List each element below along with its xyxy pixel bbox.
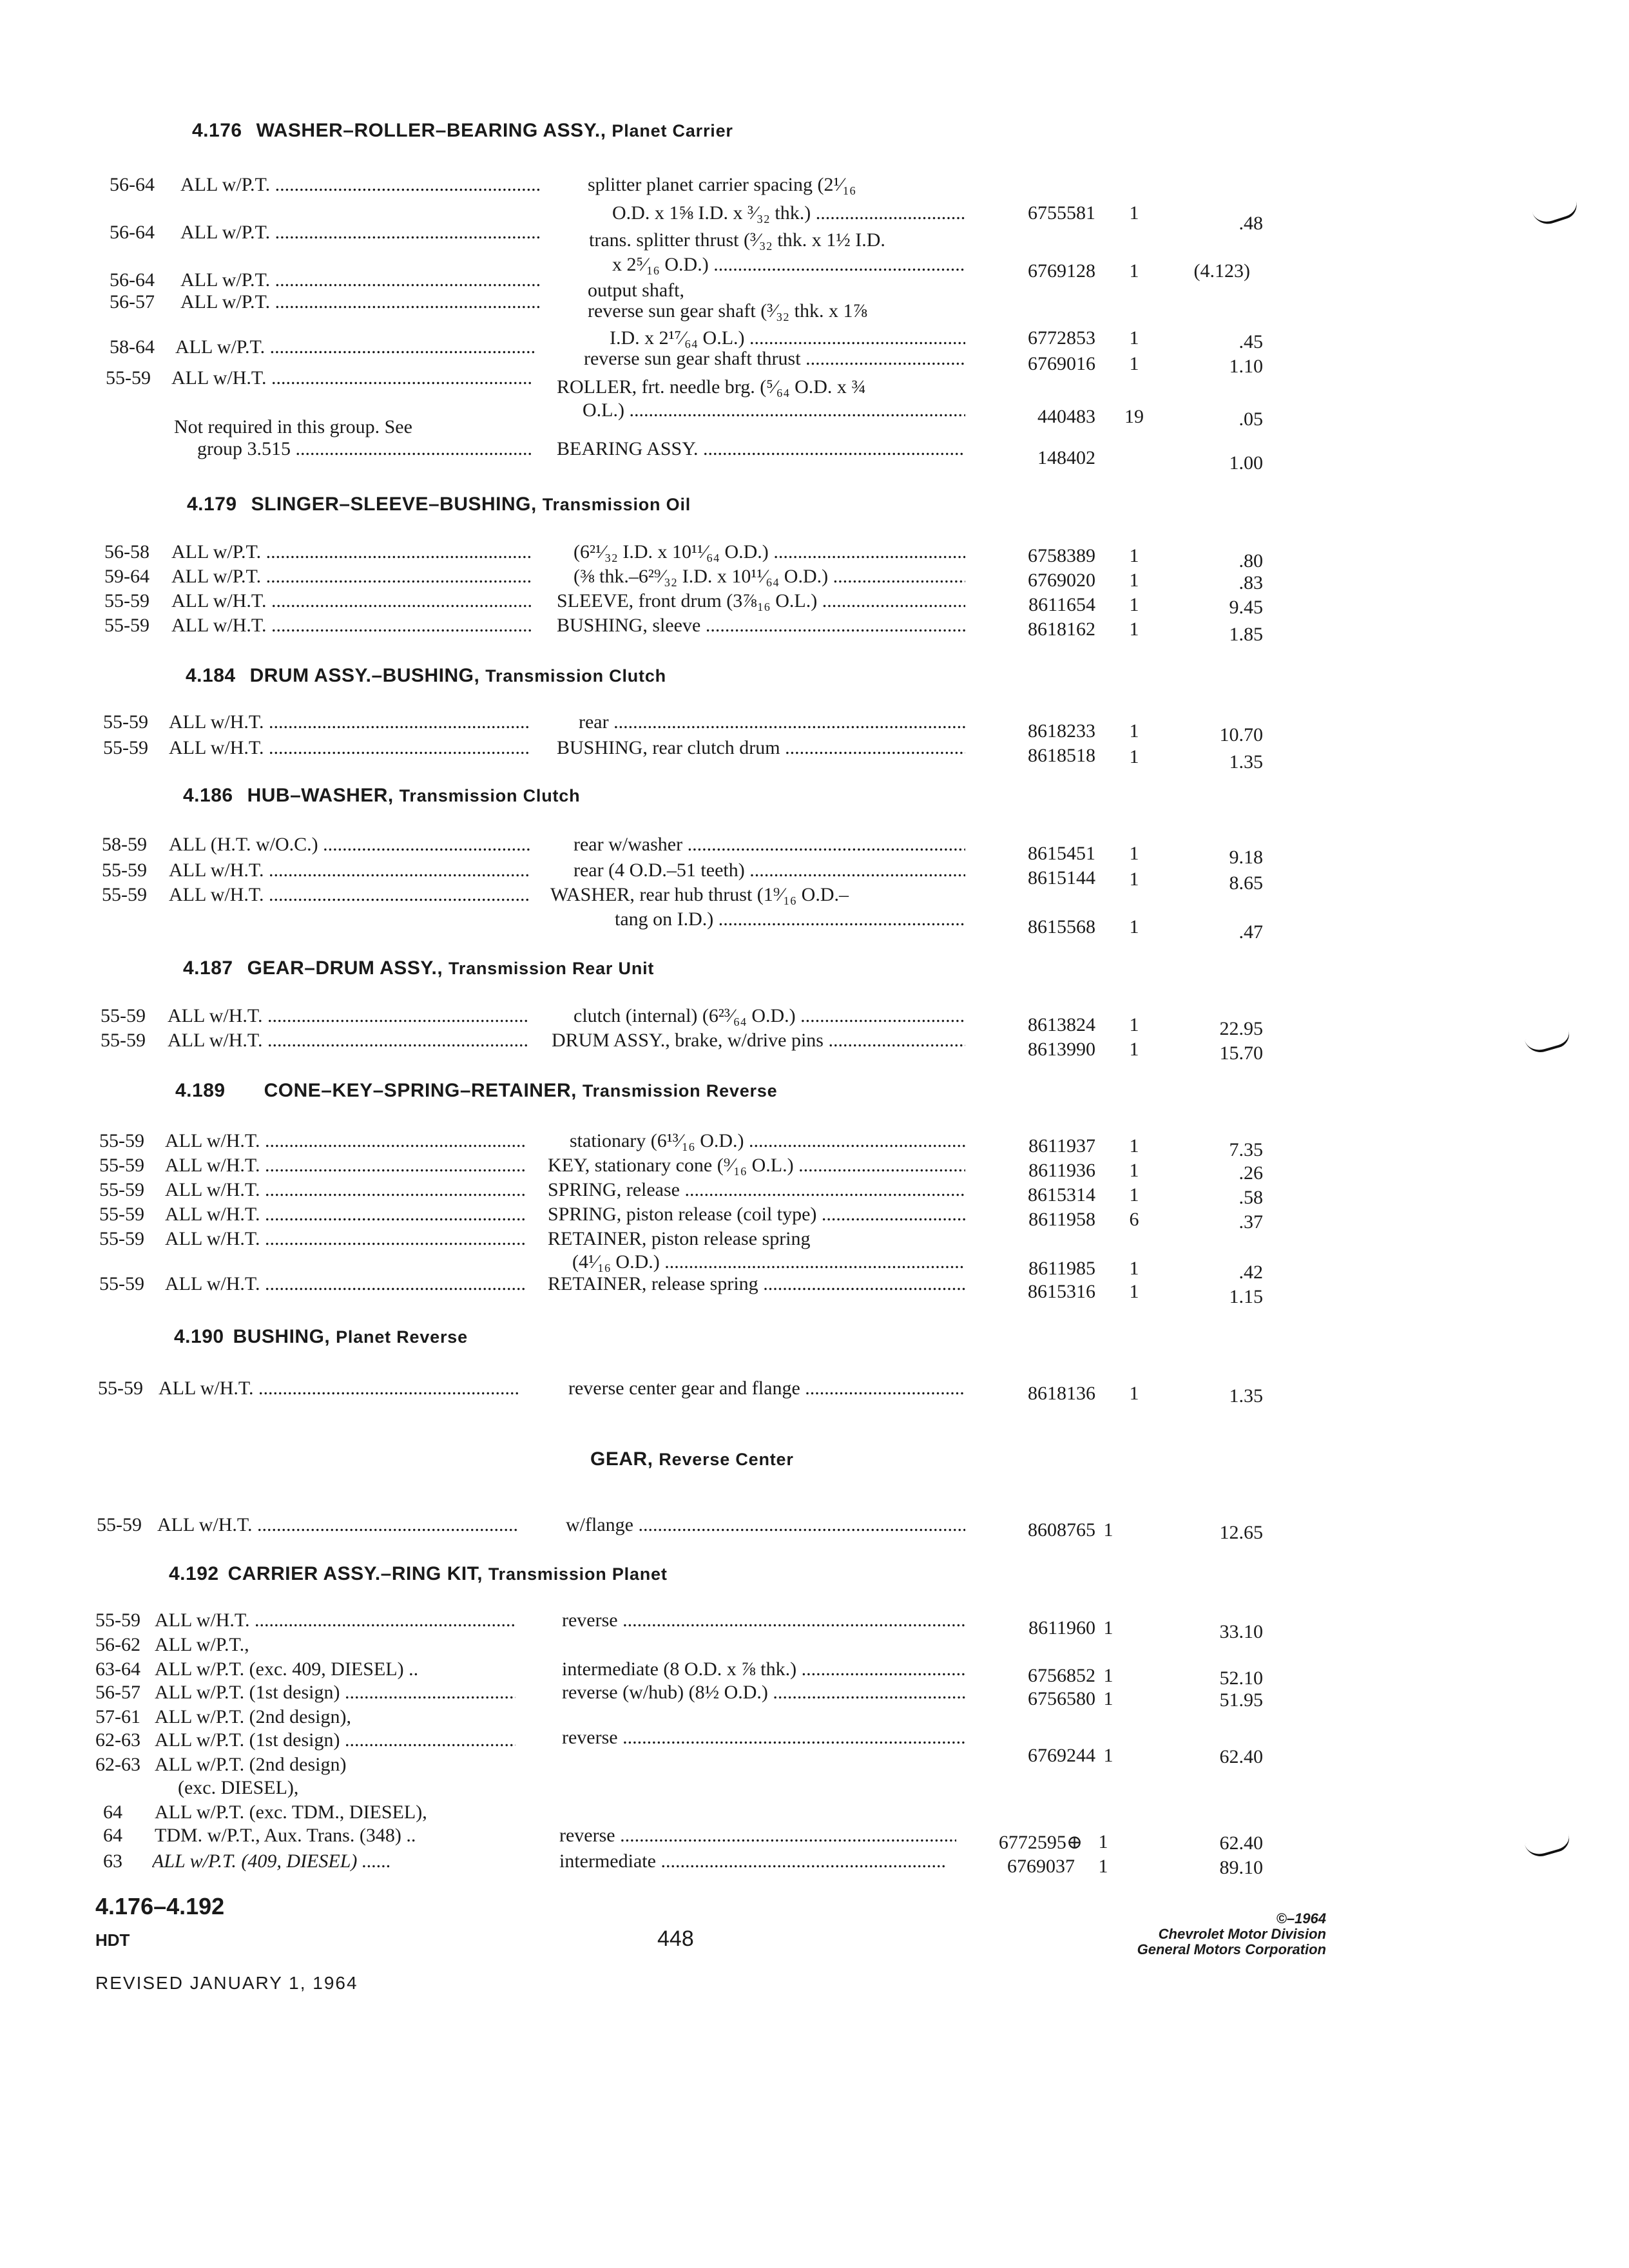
publisher-block [1137, 1911, 1326, 1957]
application: ALL w/P.T. (exc. 409, DIESEL) .. [155, 1658, 419, 1680]
part-number: 8615316 [1028, 1281, 1095, 1302]
application: ALL w/P.T., [155, 1634, 249, 1655]
price: .42 [1239, 1262, 1263, 1283]
description: KEY, stationary cone (⁹⁄₁₆ O.L.) ..... [548, 1155, 965, 1177]
section-number: 4.189 [175, 1080, 226, 1101]
part-number: 8611936 [1028, 1160, 1095, 1181]
quantity: 1 [1098, 1856, 1108, 1877]
section-subtitle: Transmission Rear Unit [448, 959, 655, 978]
application: ALL w/P.T. (1st design) ..... [155, 1682, 516, 1704]
section-title: CONE–KEY–SPRING–RETAINER, [264, 1080, 577, 1101]
description: (4¹⁄₁₆ O.D.) ..... [572, 1251, 965, 1273]
description: reverse center gear and flange ..... [568, 1378, 965, 1399]
part-number: 6758389 [1028, 545, 1095, 566]
quantity: 1 [1129, 1184, 1139, 1206]
years: 63-64 [95, 1658, 140, 1680]
description: reverse ..... [562, 1610, 965, 1631]
quantity: 1 [1129, 843, 1139, 864]
quantity: 1 [1103, 1688, 1113, 1709]
years: 55-59 [101, 1005, 146, 1026]
years: 55-59 [98, 1378, 143, 1399]
section-heading [183, 957, 654, 979]
part-number: 6772595⊕ [998, 1832, 1083, 1853]
part-number: 8611960 [1028, 1617, 1095, 1639]
part-number: 8618233 [1028, 720, 1095, 742]
application: ALL w/H.T. ..... [169, 737, 530, 759]
section-heading [183, 785, 580, 807]
section-number: 4.192 [169, 1563, 219, 1584]
description: ROLLER, frt. needle brg. (⁵⁄₆₄ O.D. x ¾ [557, 376, 866, 398]
years: 57-61 [95, 1706, 140, 1727]
part-number: 8615314 [1028, 1184, 1095, 1206]
part-number: 8608765 [1028, 1519, 1095, 1541]
price: .05 [1239, 408, 1263, 430]
years: 55-59 [104, 590, 149, 611]
years: 55-59 [104, 615, 149, 636]
years: 55-59 [103, 711, 148, 733]
quantity: 1 [1129, 260, 1139, 282]
price: 15.70 [1219, 1043, 1263, 1064]
section-number: 4.186 [183, 785, 233, 806]
part-number: 8618518 [1028, 745, 1095, 766]
price: 1.00 [1229, 452, 1263, 474]
part-number: 8611985 [1028, 1258, 1095, 1279]
quantity: 1 [1129, 202, 1139, 224]
quantity: 1 [1129, 1383, 1139, 1404]
page-number: 448 [657, 1927, 694, 1951]
section-heading [187, 494, 691, 515]
price: 33.10 [1219, 1621, 1263, 1642]
section-subtitle: Transmission Reverse [582, 1081, 778, 1100]
application: Not required in this group. See [174, 416, 412, 437]
page-range: 4.176–4.192 [95, 1893, 225, 1919]
application: ALL w/P.T. ..... [180, 291, 541, 313]
application: ALL w/H.T. ..... [165, 1130, 526, 1152]
part-number: 148402 [1037, 447, 1095, 468]
application: ALL w/H.T. ..... [165, 1273, 526, 1295]
application: ALL w/P.T. ..... [175, 336, 536, 358]
quantity: 1 [1129, 720, 1139, 742]
part-number: 8613990 [1028, 1039, 1095, 1060]
quantity: 1 [1129, 916, 1139, 937]
price: .37 [1239, 1211, 1263, 1233]
price: 9.45 [1229, 597, 1263, 618]
application: ALL w/P.T. (409, DIESEL) ...... [152, 1850, 391, 1872]
description: trans. splitter thrust (³⁄₃₂ thk. x 1½ I.D. [589, 229, 885, 251]
description: splitter planet carrier spacing (2¹⁄₁₆ [588, 174, 856, 195]
application: ALL w/P.T. ..... [171, 566, 532, 588]
quantity: 1 [1103, 1519, 1113, 1541]
section-number: 4.179 [187, 494, 237, 515]
application: ALL w/H.T. ..... [169, 884, 530, 906]
quantity: 1 [1129, 327, 1139, 349]
years: 55-59 [99, 1179, 144, 1200]
years: 58-64 [110, 336, 155, 358]
part-number: 6756580 [1028, 1688, 1095, 1709]
part-number: 8615451 [1028, 843, 1095, 864]
application: ALL w/H.T. ..... [159, 1378, 519, 1399]
application: ALL w/P.T. (2nd design), [155, 1706, 351, 1727]
years: 55-59 [106, 367, 151, 389]
section-heading [169, 1563, 668, 1585]
application: ALL w/H.T. ..... [171, 590, 532, 612]
description: RETAINER, release spring ..... [548, 1273, 965, 1295]
section-subtitle: Transmission Clutch [485, 666, 666, 686]
section-title: SLINGER–SLEEVE–BUSHING, [251, 494, 537, 515]
quantity: 19 [1124, 406, 1144, 427]
quantity: 1 [1103, 1617, 1113, 1639]
description: SPRING, piston release (coil type) ..... [548, 1204, 965, 1225]
years: 55-59 [99, 1273, 144, 1294]
section-title: DRUM ASSY.–BUSHING, [249, 665, 480, 686]
section-subtitle: Planet Reverse [336, 1327, 468, 1347]
price: 1.15 [1229, 1286, 1263, 1307]
section-title: WASHER–ROLLER–BEARING ASSY., [256, 120, 606, 141]
part-number: 6769037 [1007, 1856, 1075, 1877]
catalog-code: HDT [95, 1930, 130, 1950]
years: 56-64 [110, 269, 155, 291]
quantity: 1 [1103, 1745, 1113, 1766]
application: ALL w/H.T. ..... [165, 1204, 526, 1225]
description: tang on I.D.) ..... [615, 908, 965, 930]
application: ALL w/H.T. ..... [169, 860, 530, 881]
margin-mark [1525, 1832, 1572, 1860]
description: output shaft, [588, 280, 684, 301]
description: clutch (internal) (6²³⁄₆₄ O.D.) ..... [574, 1005, 965, 1027]
application: ALL w/H.T. ..... [168, 1030, 528, 1052]
years: 64 [103, 1825, 122, 1846]
price: (4.123) [1193, 260, 1250, 282]
price: 62.40 [1219, 1746, 1263, 1767]
description: DRUM ASSY., brake, w/drive pins ..... [552, 1030, 965, 1052]
years: 55-59 [95, 1610, 140, 1631]
description: intermediate (8 O.D. x ⅞ thk.) ..... [562, 1658, 965, 1680]
years: 58-59 [102, 834, 147, 855]
description: rear ..... [579, 711, 965, 733]
revision-date: REVISED JANUARY 1, 1964 [95, 1973, 358, 1993]
description: w/flange ..... [566, 1514, 965, 1536]
price: 1.35 [1229, 751, 1263, 773]
application: ALL w/P.T. ..... [180, 174, 541, 196]
price: 22.95 [1219, 1018, 1263, 1039]
description: x 2⁵⁄₁₆ O.D.) ..... [612, 254, 965, 276]
years: 55-59 [99, 1204, 144, 1225]
quantity: 1 [1129, 594, 1139, 615]
application: ALL w/P.T. ..... [171, 541, 532, 563]
years: 62-63 [95, 1729, 140, 1751]
description: BEARING ASSY. ..... [557, 438, 965, 460]
quantity: 1 [1129, 1135, 1139, 1157]
years: 55-59 [99, 1130, 144, 1151]
price: 1.85 [1229, 624, 1263, 645]
section-subtitle: Reverse Center [659, 1450, 794, 1469]
part-number: 440483 [1037, 406, 1095, 427]
corporation-name: General Motors Corporation [1137, 1941, 1326, 1957]
price: .80 [1239, 550, 1263, 572]
quantity: 1 [1129, 1258, 1139, 1279]
part-number: 8618136 [1028, 1383, 1095, 1404]
section-title: HUB–WASHER, [247, 785, 394, 806]
price: 51.95 [1219, 1689, 1263, 1711]
years: 55-59 [99, 1228, 144, 1249]
margin-mark [1525, 1028, 1572, 1056]
section-number: 4.190 [174, 1326, 224, 1347]
price: 62.40 [1219, 1832, 1263, 1854]
description: rear (4 O.D.–51 teeth) ..... [574, 860, 965, 881]
price: 10.70 [1219, 724, 1263, 745]
application: ALL w/H.T. ..... [171, 615, 532, 637]
part-number: 8611937 [1028, 1135, 1095, 1157]
section-title: GEAR–DRUM ASSY., [247, 957, 443, 979]
years: 56-64 [110, 174, 155, 195]
price: 1.35 [1229, 1385, 1263, 1407]
copyright: ©–1964 [1276, 1910, 1326, 1927]
price: 89.10 [1219, 1857, 1263, 1878]
description: I.D. x 2¹⁷⁄₆₄ O.L.) ..... [610, 327, 965, 349]
part-number: 6769016 [1028, 353, 1095, 374]
section-heading [192, 120, 733, 142]
part-number: 6755581 [1028, 202, 1095, 224]
price: 8.65 [1229, 872, 1263, 894]
price: 7.35 [1229, 1139, 1263, 1160]
quantity: 1 [1129, 1039, 1139, 1060]
part-number: 6769244 [1028, 1745, 1095, 1766]
quantity: 1 [1129, 353, 1139, 374]
description: reverse ..... [562, 1727, 965, 1749]
application: group 3.515 ..... [197, 438, 532, 460]
part-number: 8613824 [1028, 1014, 1095, 1035]
years: 56-64 [110, 222, 155, 243]
part-number: 8615144 [1028, 867, 1095, 889]
application: ALL (H.T. w/O.C.) ..... [169, 834, 530, 856]
description: stationary (6¹³⁄₁₆ O.D.) ..... [570, 1130, 965, 1152]
description: RETAINER, piston release spring [548, 1228, 811, 1249]
section-title: CARRIER ASSY.–RING KIT, [227, 1563, 483, 1584]
application: ALL w/H.T. ..... [155, 1610, 516, 1631]
quantity: 1 [1103, 1665, 1113, 1686]
quantity: 1 [1129, 570, 1139, 591]
description: O.D. x 1⅝ I.D. x ³⁄₃₂ thk.) ..... [612, 202, 965, 224]
description: O.L.) ..... [583, 399, 965, 421]
years: 59-64 [104, 566, 149, 587]
application: ALL w/P.T. ..... [180, 269, 541, 291]
price: .83 [1239, 572, 1263, 593]
description: reverse sun gear shaft (³⁄₃₂ thk. x 1⅞ [588, 300, 867, 322]
application: ALL w/P.T. (2nd design) [155, 1754, 347, 1775]
section-heading [186, 665, 666, 687]
description: BUSHING, sleeve ..... [557, 615, 965, 637]
description: SLEEVE, front drum (3⅞₁₆ O.L.) ..... [557, 590, 965, 612]
years: 55-59 [103, 737, 148, 758]
division-name: Chevrolet Motor Division [1158, 1926, 1326, 1942]
quantity: 1 [1098, 1831, 1108, 1852]
section-subtitle: Transmission Planet [488, 1564, 668, 1584]
application: ALL w/P.T. (exc. TDM., DIESEL), [155, 1802, 427, 1823]
application: ALL w/H.T. ..... [168, 1005, 528, 1027]
price: .26 [1239, 1162, 1263, 1184]
application: ALL w/P.T. ..... [180, 222, 541, 244]
margin-mark [1532, 198, 1581, 228]
section-number: 4.184 [186, 665, 236, 686]
section-number: 4.187 [183, 957, 233, 979]
description: reverse (w/hub) (8½ O.D.) ..... [562, 1682, 965, 1704]
description: reverse ..... [559, 1825, 956, 1847]
part-number: 8618162 [1028, 619, 1095, 640]
quantity: 1 [1129, 545, 1139, 566]
part-number: 6769128 [1028, 260, 1095, 282]
quantity: 1 [1129, 869, 1139, 890]
price: .58 [1239, 1187, 1263, 1208]
section-number: 4.176 [192, 120, 242, 141]
application: ALL w/P.T. (1st design) ..... [155, 1729, 516, 1751]
section-subtitle: Transmission Clutch [399, 786, 581, 805]
price: .45 [1239, 331, 1263, 352]
price: 9.18 [1229, 847, 1263, 868]
part-number: 6772853 [1028, 327, 1095, 349]
part-number: 8611654 [1028, 594, 1095, 615]
application: ALL w/H.T. ..... [171, 367, 532, 389]
quantity: 1 [1129, 1281, 1139, 1302]
price: 52.10 [1219, 1667, 1263, 1689]
years: 55-59 [102, 860, 147, 881]
description: (⅜ thk.–6²⁹⁄₃₂ I.D. x 10¹¹⁄₆₄ O.D.) ..... [574, 566, 965, 588]
years: 56-57 [110, 291, 155, 312]
section-title: GEAR, [590, 1448, 653, 1470]
price: .48 [1239, 213, 1263, 234]
application: (exc. DIESEL), [178, 1777, 299, 1798]
section-heading [175, 1080, 777, 1102]
years: 55-59 [99, 1155, 144, 1176]
description: (6²¹⁄₃₂ I.D. x 10¹¹⁄₆₄ O.D.) ..... [574, 541, 965, 563]
years: 56-62 [95, 1634, 140, 1655]
application: TDM. w/P.T., Aux. Trans. (348) .. [155, 1825, 416, 1846]
years: 56-57 [95, 1682, 140, 1703]
section-title: BUSHING, [233, 1326, 331, 1347]
description: BUSHING, rear clutch drum ..... [557, 737, 965, 759]
price: 1.10 [1229, 356, 1263, 377]
part-number: 8615568 [1028, 916, 1095, 937]
part-number: 8611958 [1028, 1209, 1095, 1230]
section-subtitle: Transmission Oil [542, 495, 691, 514]
part-number: 6769020 [1028, 570, 1095, 591]
description: SPRING, release ..... [548, 1179, 965, 1201]
quantity: 6 [1129, 1209, 1139, 1230]
years: 55-59 [97, 1514, 142, 1535]
description: rear w/washer ..... [574, 834, 965, 856]
quantity: 1 [1129, 1160, 1139, 1181]
section-heading [590, 1448, 794, 1470]
years: 64 [103, 1802, 122, 1823]
quantity: 1 [1129, 619, 1139, 640]
application: ALL w/H.T. ..... [165, 1179, 526, 1201]
quantity: 1 [1129, 1014, 1139, 1035]
application: ALL w/H.T. ..... [165, 1155, 526, 1177]
part-number: 6756852 [1028, 1665, 1095, 1686]
price: .47 [1239, 921, 1263, 943]
section-heading [174, 1326, 468, 1348]
years: 56-58 [104, 541, 149, 562]
price: 12.65 [1219, 1522, 1263, 1543]
application: ALL w/H.T. ..... [165, 1228, 526, 1250]
years: 62-63 [95, 1754, 140, 1775]
description: WASHER, rear hub thrust (1⁹⁄₁₆ O.D.– [550, 884, 849, 905]
quantity: 1 [1129, 746, 1139, 767]
application: ALL w/H.T. ..... [169, 711, 530, 733]
description: reverse sun gear shaft thrust ..... [584, 348, 965, 370]
application: ALL w/H.T. ..... [157, 1514, 518, 1536]
years: 55-59 [102, 884, 147, 905]
years: 55-59 [101, 1030, 146, 1051]
years: 63 [103, 1850, 122, 1872]
section-subtitle: Planet Carrier [612, 121, 733, 140]
description: intermediate ..... [559, 1850, 946, 1872]
